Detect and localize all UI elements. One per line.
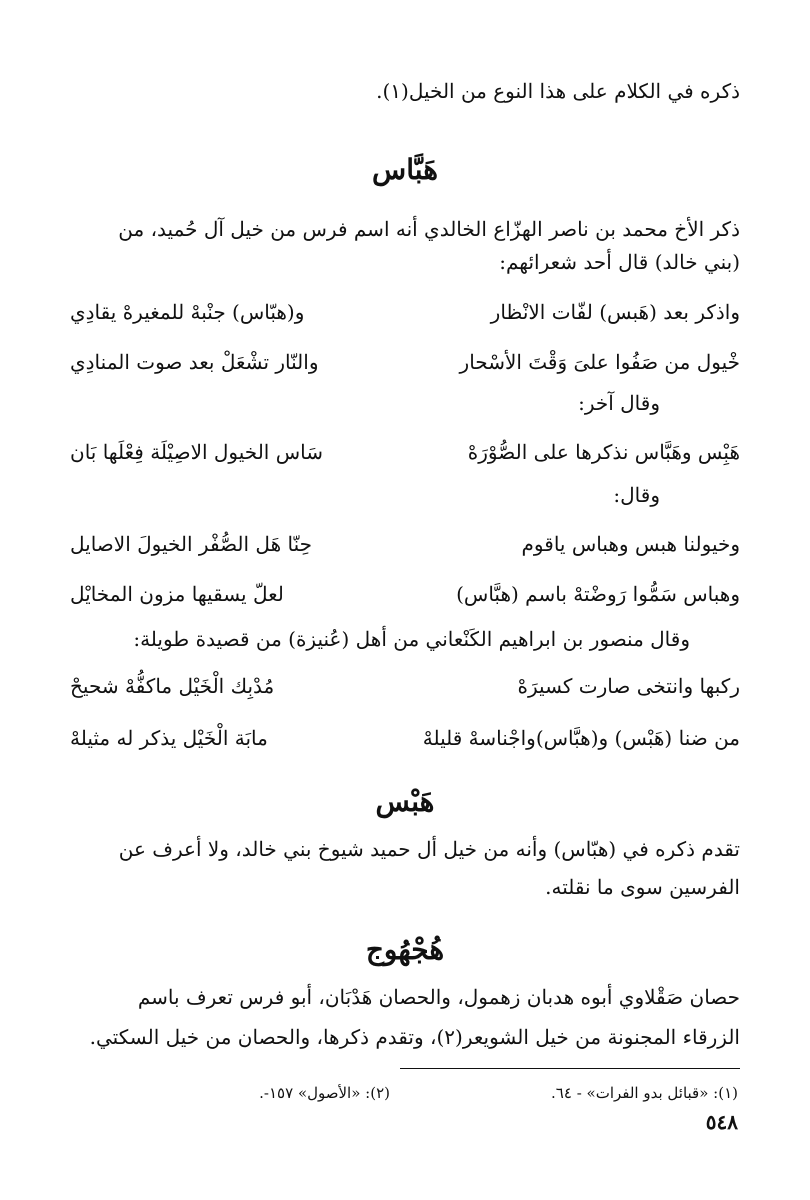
footnote-divider xyxy=(400,1068,740,1069)
verse-second-hemistich: حِنّا هَل الصُّفْر الخيولَ الاصايل xyxy=(70,532,312,556)
verse-first-hemistich: وهباس سَمُّوا رَوضْتهْ باسم (هبَّاس) xyxy=(456,582,740,606)
habs-paragraph-line-2: الفرسين سوى ما نقلته. xyxy=(545,875,740,899)
intro-line: ذكره في الكلام على هذا النوع من الخيل(١). xyxy=(376,79,740,103)
verse-second-hemistich: والنّار تشْعَلْ بعد صوت المنادِي xyxy=(70,350,319,374)
habbas-paragraph-line-1: ذكر الأخ محمد بن ناصر الهزّاع الخالدي أنه اسم فرس من خيل آل حُميد، من xyxy=(118,217,740,241)
verse-second-hemistich: مُدْبِك الْخَيْل ماكفُّهْ شحيحْ xyxy=(70,674,275,698)
verse-first-hemistich: خْيول من صَفُوا علىَ وَقْتَ الأسْحار xyxy=(459,350,740,374)
verse-line xyxy=(70,666,740,706)
verse-first-hemistich: ركبها وانتخى صارت كسيرَهْ xyxy=(517,674,740,698)
poet-intro-label: وقال آخر: xyxy=(578,391,660,415)
entry-heading-habs: هَبْس xyxy=(375,785,435,818)
verse-second-hemistich: لعلّ يسقيها مزون المخايْل xyxy=(70,582,284,606)
verse-second-hemistich: مابَة الْخَيْل يذكر له مثيلهْ xyxy=(70,726,268,750)
verse-first-hemistich: هَبِْس وهَبَّاس نذكرها على الصُّوْرَهْ xyxy=(467,440,740,464)
habs-paragraph-line-1: تقدم ذكره في (هبّاس) وأنه من خيل أل حميد شيوخ بني خالد، ولا أعرف عن xyxy=(118,837,740,861)
habbas-paragraph-line-2: (بني خالد) قال أحد شعرائهم: xyxy=(499,250,740,274)
verse-line xyxy=(70,718,740,758)
footnote-1: (١): «قبائل بدو الفرات» - ٦٤. xyxy=(551,1084,738,1102)
entry-heading-hujhuj: هُجْهُوج xyxy=(365,933,445,966)
poet-intro-label: وقال: xyxy=(613,483,660,507)
footnote-2: (٢): «الأصول» ١٥٧-. xyxy=(259,1084,390,1102)
page-number: ٥٤٨ xyxy=(705,1110,738,1134)
entry-heading-habbas: هَبَّاس xyxy=(372,153,438,186)
poet-intro-label: وقال منصور بن ابراهيم الكَنْعاني من أهل (عُنيزة) من قصيدة طويلة: xyxy=(133,627,690,651)
verse-line xyxy=(70,574,740,614)
verse-first-hemistich: من ضنا (هَبْس) و(هبَّاس)واجْناسهْ قليلهْ xyxy=(422,726,740,750)
verse-first-hemistich: واذكر بعد (هَبس) لفّات الانْظار xyxy=(490,300,740,324)
verse-line xyxy=(70,432,740,472)
verse-first-hemistich: وخيولنا هبس وهباس ياقوم xyxy=(521,532,740,556)
verse-line xyxy=(70,292,740,332)
verse-second-hemistich: سَاس الخيول الاصِيْلَة فِعْلَها بَان xyxy=(70,440,323,464)
verse-line xyxy=(70,524,740,564)
hujhuj-paragraph-line-2: الزرقاء المجنونة من خيل الشويعر(٢)، وتقدم ذكرها، والحصان من خيل السكتي. xyxy=(89,1025,740,1049)
verse-line xyxy=(70,342,740,382)
verse-second-hemistich: و(هبّاس) جنْبهْ للمغيرهْ يقادِي xyxy=(70,300,305,324)
hujhuj-paragraph-line-1: حصان صَقْلاوي أبوه هدبان زهمول، والحصان هَدْبَان، أبو فرس تعرف باسم xyxy=(137,985,740,1009)
